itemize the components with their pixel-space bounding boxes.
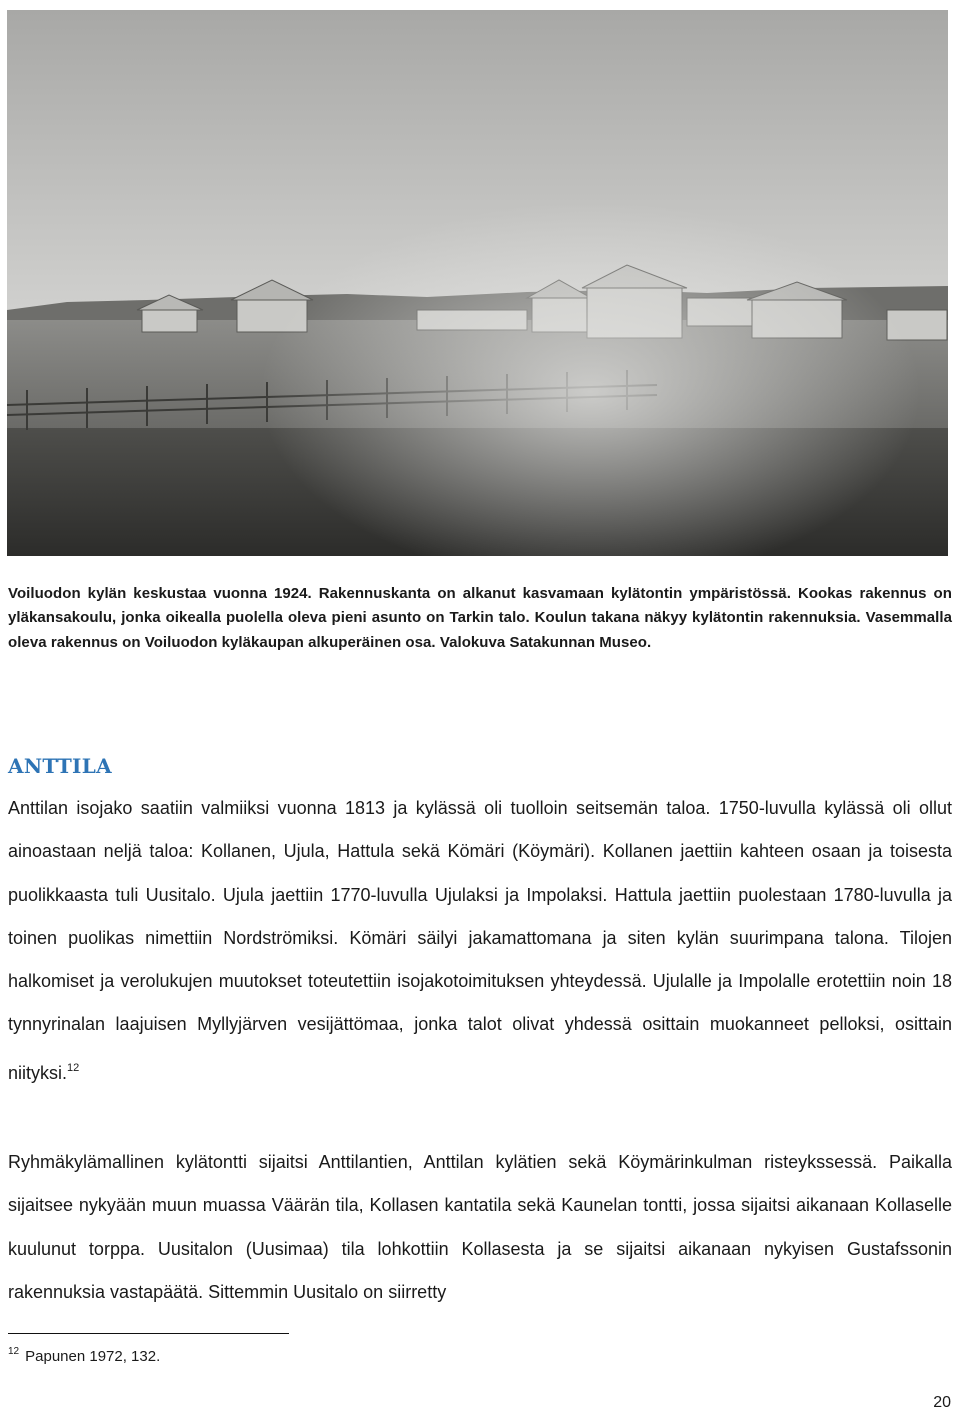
footnote-reference[interactable]: 12 xyxy=(67,1061,80,1074)
page-number: 20 xyxy=(933,1394,951,1411)
paragraph-1 xyxy=(8,787,952,1095)
footnote-text: Papunen 1972, 132. xyxy=(25,1348,161,1365)
paragraph-1-text: Anttilan isojako saatiin valmiiksi vuonna 1813 ja kylässä oli tuolloin seitsemän taloa. 1750-luvulla kylässä oli ollut ainoastaan neljä taloa: Kollanen, Ujula, Hattula sekä Kömäri (Köymäri). Kollanen jaettiin kahteen osaan ja toisesta puolikkaasta tuli Uusitalo. Ujula jaettiin 1770-luvulla Ujulaksi ja Impolaksi. Hattula jaettiin puolestaan 1780-luvulla ja toinen puolikas nimettiin Nordströmiksi. Kömäri säilyi jakamattomana ja siten kylän suurimpana talona. Tilojen halkomiset ja verolukujen muutokset toteutettiin isojakotoimituksen yhteydessä. Ujulalle ja Impolalle erotettiin noin 18 tynnyrinalan laajuisen Myllyjärven vesijättömaa, jonka talot olivat yhdessä osittain muokanneet pelloksi, osittain niityksi. xyxy=(8,798,952,1083)
paragraph-2: Ryhmäkylämallinen kylätontti sijaitsi Anttilantien, Anttilan kylätien sekä Köymärinkulman risteykssessä. Paikalla sijaitsee nykyään muun muassa Väärän tila, Kollasen kantatila sekä Kaunelan tontti, jossa sijaitsi aikanaan Kollaselle kuulunut torppa. Uusitalon (Uusimaa) tila lohkottiin Kollasesta ja se sijaitsi aikanaan nykyisen Gustafssonin rakennuksia vastapäätä. Sittemmin Uusitalo on siirretty xyxy=(8,1152,952,1302)
photo-caption: Voiluodon kylän keskustaa vuonna 1924. Rakennuskanta on alkanut kasvamaan kylätontin ympäristössä. Kookas rakennus on yläkansakoulu, jonka oikealla puolella oleva pieni asunto on Tarkin talo. Koulun takana näkyy kylätontin rakennuksia. Vasemmalla oleva rakennus on Voiluodon kyläkaupan alkuperäinen osa. Valokuva Satakunnan Museo. xyxy=(8,585,952,651)
footnote xyxy=(8,1346,160,1365)
footnote-divider xyxy=(8,1333,289,1334)
section-heading: ANTTILA xyxy=(8,754,112,778)
footnote-number: 12 xyxy=(8,1346,20,1357)
historic-village-photo xyxy=(7,10,948,556)
